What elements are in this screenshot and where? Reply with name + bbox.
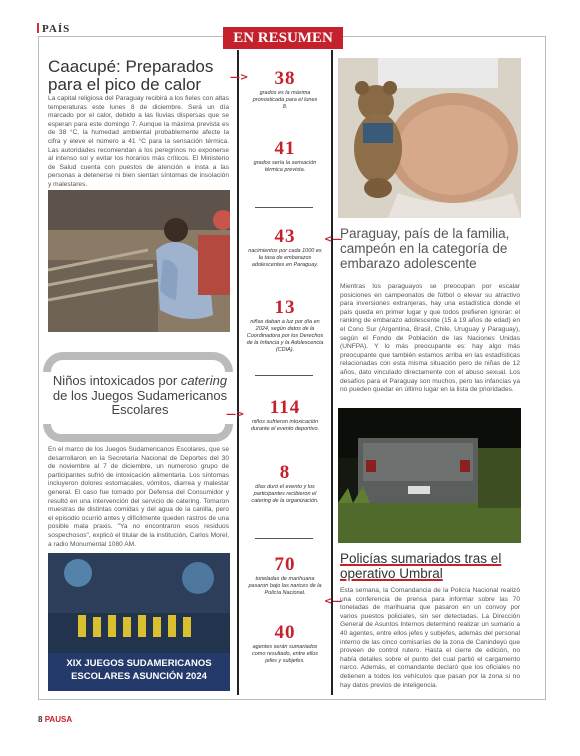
stat-41 (239, 138, 331, 174)
stat-text: grados sería la sensación térmica prevista. (253, 160, 317, 173)
arrow-icon: <— (324, 234, 343, 245)
stat-70 (239, 554, 331, 597)
stat-number: 41 (274, 138, 296, 159)
stat-13 (239, 297, 331, 354)
stat-text: agentes serán sumariados como resultado, entre ellos jefes y subjefes. (251, 644, 319, 664)
stat-text: niños sufrieron intoxicación durante el evento deportivo. (250, 419, 320, 432)
article-title: Paraguay, país de la familia, campeón en la categoría de embarazo adolescente (340, 226, 510, 271)
article-title: Policías sumariados tras el operativo Umbral (340, 551, 502, 581)
article-body: Mientras los paraguayos se preocupan por escalar posiciones en campeonatos de fútbol o elevar su atractivo para inversiones extranjeras, hay una estadística donde el país queda en primer lugar y que todos prefieren ignorar: el ranking de embarazo adolescente (15 a 19 años de edad) en el Cono Sur (Argentina, Brasil, Chile, Uruguay y Paraguay), según el Fondo de Población de las Naciones Unidas (UNFPA). Y lo más preocupante es: hay algo más preocupante que también estamos arriba en las estadísticas relacionadas con esta misma situación pero de niñas de 12 años, dato vinculado directamente con el abuso sexual. Los desafíos para el Paraguay son muchos, pero las infancias ya no pueden quedar en último lugar en la lista de prioridades. (340, 283, 520, 394)
games-ceremony-photo (48, 553, 230, 691)
truck-photo (338, 408, 521, 543)
stat-text: días duró el evento y los participantes recibieron el catering de la organización. (251, 484, 319, 504)
stat-number: 13 (274, 297, 296, 318)
stat-number: 8 (279, 462, 291, 483)
divider (255, 538, 313, 539)
stat-text: toneladas de marihuana pasaron bajo las narices de la Policía Nacional. (248, 576, 322, 596)
page-footer: 8 PAUSA (38, 715, 73, 724)
article-title: Niños intoxicados por catering de los Juegos Sudamericanos Escolares (52, 373, 228, 417)
photo-banner-text: XIX JUEGOS SUDAMERICANOS ESCOLARES ASUNCIÓN 2024 (66, 658, 212, 682)
article-body: En el marco de los Juegos Sudamericanos Escolares, que se desarrollaron en la Secretaría Nacional de Deportes del 30 de noviembre al 7 de diciembre, un numeroso grupo de participantes sufrió de intoxicación alimentaria. Los síntomas incluyeron dolores estomacales, vómitos, diarrea y malestar general. El caso fue tomado por Defensa del Consumidor y resultó en una intervención del servicio de catering. Tomaron muestras de distintas comidas y del agua de la canilla, pero el episodio ocurrió antes y difícilmente queden rastros de una posible mala praxis. "Ya no encontraron esos residuos sospechosos", explicó el titular de la institución, Carlos Morel, a radio Monumental 1080 AM. (48, 446, 229, 548)
divider (255, 375, 313, 376)
stat-114 (239, 397, 331, 433)
section-label: PAÍS (37, 23, 70, 35)
article-body: La capital religiosa del Paraguay recibirá a los fieles con altas temperaturas este lunes 8 de diciembre. Será un día marcado por el calor, debido a las lluvias dispersas que se esperan para este domingo 7. Aunque la máxima prevista es de 38 °C, la humedad ambiental probablemente afecte la cifra y eleve el número a 41 °C para la sensación térmica. Las autoridades recomiendan a los peregrinos no exponerse al intenso sol y evitar los horarios más críticos. El Ministerio de Salud cuenta con puestos de atención e insta a las personas a detenerse ni bien sientan síntomas de insolación y malestares. (48, 95, 229, 188)
quote-bracket-bottom (43, 424, 233, 442)
stat-text: nacimientos por cada 1000 es la tasa de embarazos adolescentes en Paraguay. (248, 248, 322, 268)
stat-38 (239, 68, 331, 111)
arrow-icon: —> (230, 72, 249, 83)
stat-40 (239, 622, 331, 665)
stat-number: 43 (274, 226, 296, 247)
arrow-icon: —> (226, 409, 245, 420)
divider (255, 207, 313, 208)
article-title: Caacupé: Preparados para el pico de calor (48, 57, 214, 94)
stat-8 (239, 462, 331, 505)
pilgrims-photo (48, 190, 230, 332)
stat-text: niñas daban a luz por día en 2024, según datos de la Coordinadora por los Derechos de la Infancia y la Adolescencia (CDIA). (246, 319, 324, 353)
stat-text: grados es la máxima pronosticada para el lunes 8. (252, 90, 318, 110)
quote-bracket-top (43, 352, 233, 372)
stat-number: 70 (274, 554, 296, 575)
article-body: Esta semana, la Comandancia de la Policía Nacional realizó una conferencia de prensa para informar sobre las 70 toneladas de marihuana que pasaron en un convoy por varios puestos policiales, sin ser detectadas. La Dirección General de Asuntos Internos determinó realizar un sumario a 40 agentes, entre ellos jefes y subjefes, además del personal interno de las cinco comisarías de la zona de Canindeyú que proveen de control rutero. Hasta el cierre de edición, no había detalles sobre el punto del cual partió el cargamento narco. Además, el comandante declaró que los oficiales no detienen a todos los vehículos que pasan por la zona si no hay datos previos de inteligencia. (340, 587, 520, 689)
stat-number: 114 (269, 397, 301, 418)
arrow-icon: <— (324, 596, 343, 607)
stat-43 (239, 226, 331, 269)
summary-banner: EN RESUMEN (223, 27, 343, 49)
pregnancy-photo (338, 58, 521, 218)
stat-number: 40 (274, 622, 296, 643)
stat-number: 38 (274, 68, 296, 89)
